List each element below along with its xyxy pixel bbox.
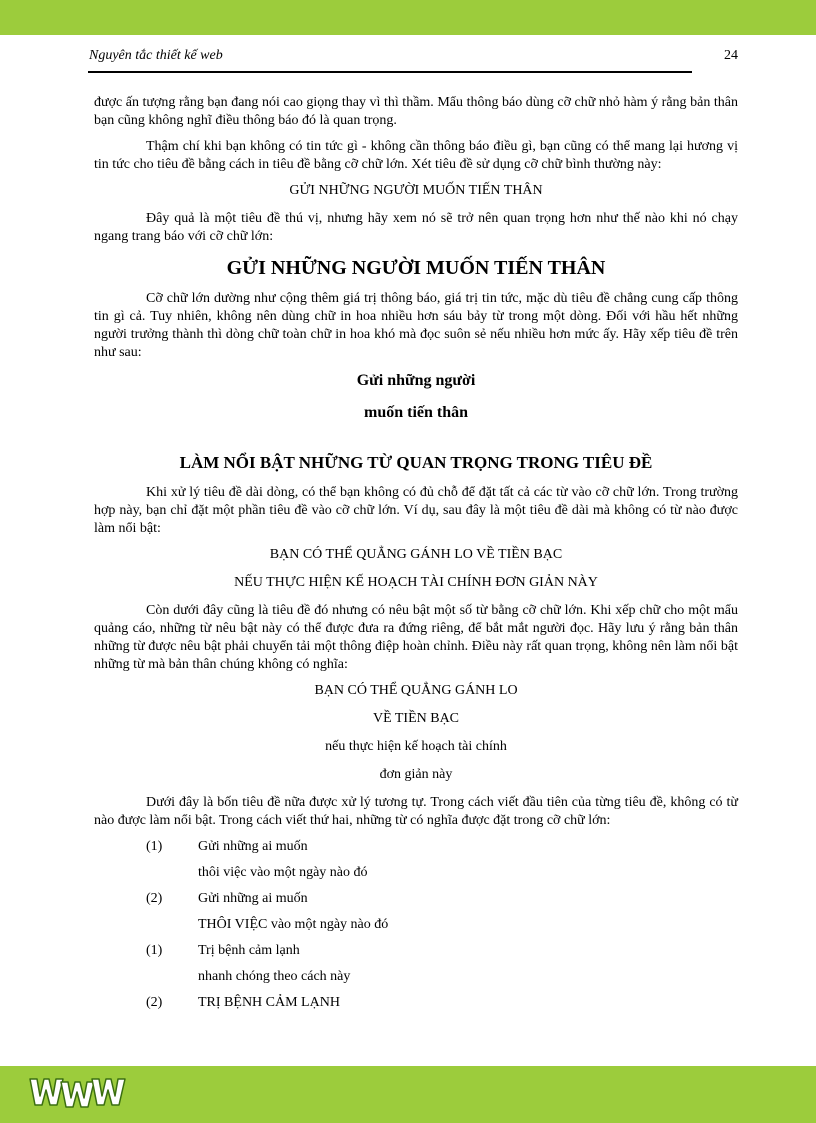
list-item-number: (1) xyxy=(146,839,163,854)
example2-line: VỀ TIỀN BẠC xyxy=(372,711,460,726)
www-logo xyxy=(28,1074,128,1115)
example2-line: BẠN CÓ THỂ QUẲNG GÁNH LO xyxy=(314,683,518,698)
paragraph: Dưới đây là bốn tiêu đề nữa được xử lý tương tự. Trong cách viết đầu tiên của từng tiêu đề, không có từ nào được làm nổi bật. Trong cách viết thứ hai, những từ có nghĩa được đặt trong cỡ chữ lớn: xyxy=(94,795,738,828)
list-item-text: Gửi những ai muốn xyxy=(198,839,308,854)
example1-line: NẾU THỰC HIỆN KẾ HOẠCH TÀI CHÍNH ĐƠN GIẢN NÀY xyxy=(234,575,598,590)
www-logo-graphic xyxy=(28,1074,128,1110)
page-number: 24 xyxy=(724,48,738,63)
list-item-text: TRỊ BỆNH CẢM LẠNH xyxy=(198,995,340,1010)
list-item-continuation: THÔI VIỆC vào một ngày nào đó xyxy=(198,917,389,932)
list-item-text: Trị bệnh cảm lạnh xyxy=(198,943,300,958)
list-item xyxy=(94,838,738,856)
list-item-continuation: thôi việc vào một ngày nào đó xyxy=(198,865,368,880)
section-heading: LÀM NỔI BẬT NHỮNG TỪ QUAN TRỌNG TRONG TIÊU ĐỀ xyxy=(179,453,653,472)
paragraph: Thậm chí khi bạn không có tin tức gì - không cần thông báo điều gì, bạn cũng có thể mang lại hương vị tin tức cho tiêu đề bằng cách in tiêu đề bằng cỡ chữ lớn. Xét tiêu đề sử dụng cỡ chữ bình thường này: xyxy=(94,139,738,172)
list-item-number: (2) xyxy=(146,891,163,906)
header-rule xyxy=(88,71,692,73)
list-item xyxy=(94,890,738,908)
example-headline-mixed-line1: Gửi những người xyxy=(356,372,476,389)
list-item xyxy=(94,942,738,960)
list-item-number: (1) xyxy=(146,943,163,958)
list-item-continuation: nhanh chóng theo cách này xyxy=(198,969,351,984)
paragraph: Đây quả là một tiêu đề thú vị, nhưng hãy xem nó sẽ trở nên quan trọng hơn như thế nào khi nó chạy ngang trang báo với cỡ chữ lớn: xyxy=(94,211,738,244)
example-headline-plain: GỬI NHỮNG NGƯỜI MUỐN TIẾN THÂN xyxy=(289,183,543,198)
example1-line: BẠN CÓ THỂ QUẲNG GÁNH LO VỀ TIỀN BẠC xyxy=(269,547,563,562)
list-item xyxy=(94,994,738,1012)
example-headline-large: GỬI NHỮNG NGƯỜI MUỐN TIẾN THÂN xyxy=(226,257,606,279)
example2-line: đơn giản này xyxy=(379,767,453,782)
paragraph: Còn dưới đây cũng là tiêu đề đó nhưng có nêu bật một số từ bằng cỡ chữ lớn. Khi xếp chữ cho một mẩu quảng cáo, những từ nêu bật này có thể được đưa ra đứng riêng, để bắt mắt người đọc. Hãy lưu ý rằng bản thân những từ được nêu bật phải chuyển tải một thông điệp hoàn chỉnh. Điều này rất quan trọng, không nên làm nổi bật những từ mà bản thân chúng không có nghĩa: xyxy=(94,603,738,672)
paragraph: Cỡ chữ lớn dường như cộng thêm giá trị thông báo, giá trị tin tức, mặc dù tiêu đề chẳng cung cấp thông tin gì cả. Tuy nhiên, không nên dùng chữ in hoa nhiều hơn sáu bảy từ trong một dòng. Đối với hầu hết những người trưởng thành thì dòng chữ toàn chữ in hoa khó mà đọc suôn sẻ nếu nhiều hơn mức ấy. Hãy xếp tiêu đề trên như sau: xyxy=(94,291,738,360)
page-body xyxy=(94,94,738,1020)
example-headline-mixed-line2: muốn tiến thân xyxy=(363,404,469,421)
paragraph: được ấn tượng rằng bạn đang nói cao giọng thay vì thì thầm. Mẩu thông báo dùng cỡ chữ nhỏ hàm ý rằng bản thân bạn cũng không nghĩ điều thông báo đó là quan trọng. xyxy=(94,95,738,128)
running-header-title: Nguyên tắc thiết kế web xyxy=(89,48,223,63)
list-item-text: Gửi những ai muốn xyxy=(198,891,308,906)
top-color-band xyxy=(0,0,816,35)
example2-line: nếu thực hiện kế hoạch tài chính xyxy=(325,739,507,754)
paragraph: Khi xử lý tiêu đề dài dòng, có thể bạn không có đủ chỗ để đặt tất cả các từ vào cỡ chữ lớn. Trong trường hợp này, bạn chỉ đặt một phần tiêu đề vào cỡ chữ lớn. Ví dụ, sau đây là một tiêu đề dài mà không có từ nào được làm nổi bật: xyxy=(94,485,738,536)
list-item-number: (2) xyxy=(146,995,163,1010)
